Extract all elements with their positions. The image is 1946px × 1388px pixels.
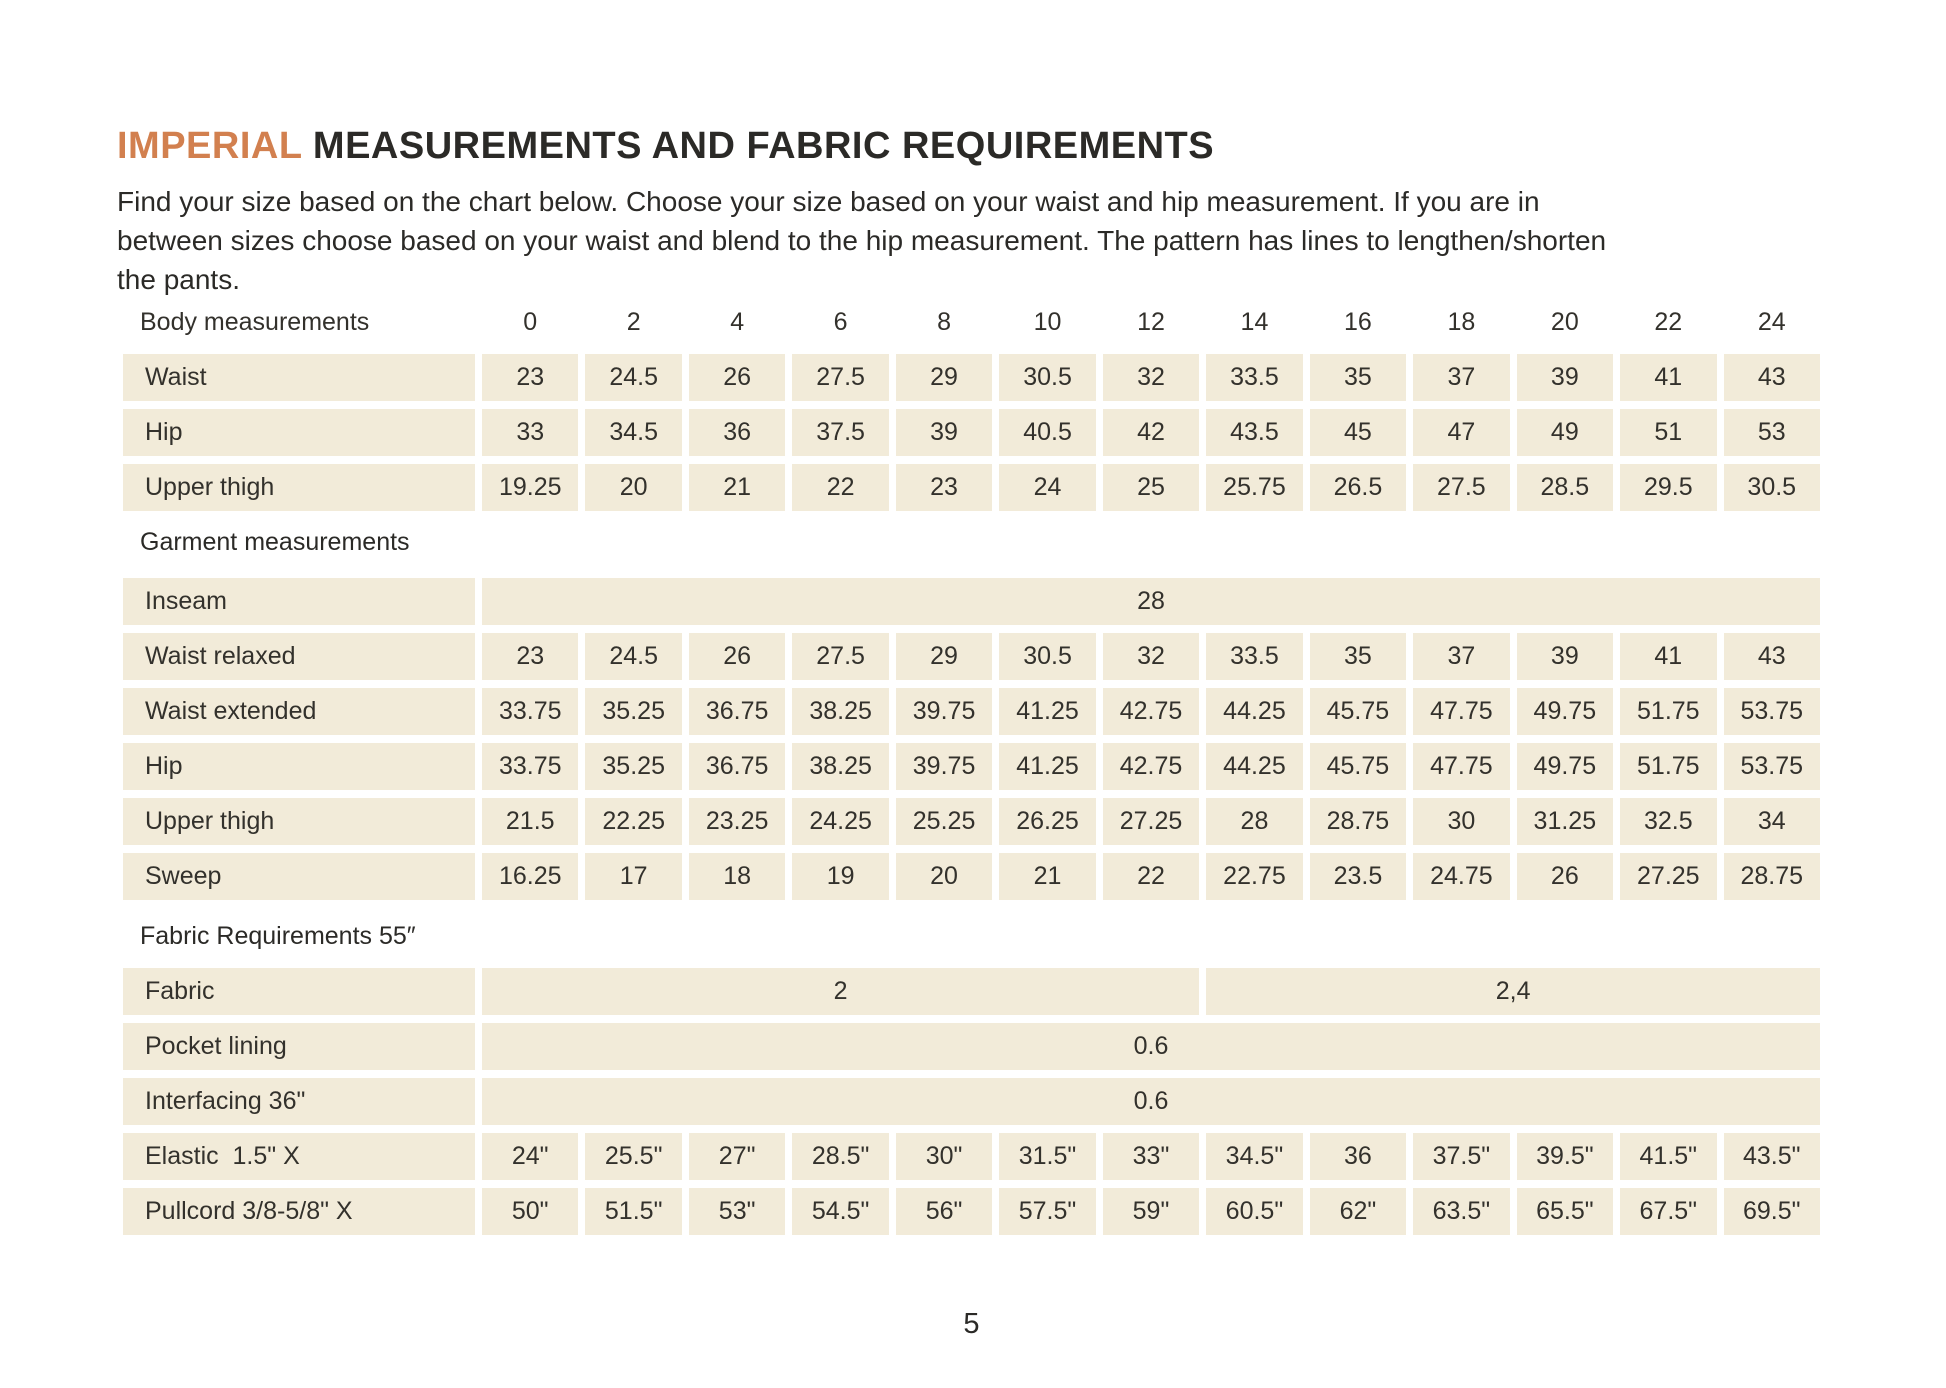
page-number: 5: [963, 1308, 980, 1340]
value-cell: 20: [896, 853, 992, 900]
value-cell: 32: [1103, 633, 1199, 680]
merged-value-cell: 28: [482, 578, 1820, 625]
size-column-header: 20: [1550, 307, 1579, 336]
value-cell: 41.25: [999, 743, 1095, 790]
size-column-header: 8: [937, 307, 952, 336]
value-cell: 28.75: [1724, 853, 1820, 900]
value-cell: 25.5": [585, 1133, 681, 1180]
value-cell: 21.5: [482, 798, 578, 845]
value-cell: 22: [792, 464, 888, 511]
value-cell: 39.5": [1517, 1133, 1613, 1180]
value-cell: 22: [1103, 853, 1199, 900]
size-column-header: 24: [1757, 307, 1786, 336]
value-cell: 33.75: [482, 743, 578, 790]
size-column-header: 6: [833, 307, 848, 336]
value-cell: 57.5": [999, 1188, 1095, 1235]
value-cell: 53.75: [1724, 743, 1820, 790]
value-cell: 25.75: [1206, 464, 1302, 511]
value-cell: 42.75: [1103, 743, 1199, 790]
value-cell: 24": [482, 1133, 578, 1180]
size-column-header: 4: [730, 307, 745, 336]
merged-value-cell: 2: [482, 968, 1199, 1015]
value-cell: 37: [1413, 354, 1509, 401]
value-cell: 45.75: [1310, 743, 1406, 790]
page-title-rest: MEASUREMENTS AND FABRIC REQUIREMENTS: [301, 125, 1215, 167]
value-cell: 41: [1620, 633, 1716, 680]
row-label: Upper thigh: [123, 798, 475, 845]
value-cell: 28: [1206, 798, 1302, 845]
value-cell: 35.25: [585, 743, 681, 790]
value-cell: 29: [896, 633, 992, 680]
value-cell: 34.5": [1206, 1133, 1302, 1180]
value-cell: 23: [482, 354, 578, 401]
page-title-highlight: IMPERIAL: [117, 125, 302, 167]
value-cell: 18: [689, 853, 785, 900]
value-cell: 29.5: [1620, 464, 1716, 511]
size-column-header: 12: [1137, 307, 1165, 336]
page-title: [117, 126, 1847, 168]
value-cell: 33.75: [482, 688, 578, 735]
value-cell: 43: [1724, 354, 1820, 401]
value-cell: 30.5: [1724, 464, 1820, 511]
value-cell: 16.25: [482, 853, 578, 900]
body-measurements-table: [123, 354, 1820, 511]
value-cell: 44.25: [1206, 743, 1302, 790]
value-cell: 39: [896, 409, 992, 456]
value-cell: 35: [1310, 633, 1406, 680]
value-cell: 22.75: [1206, 853, 1302, 900]
value-cell: 17: [585, 853, 681, 900]
fabric-requirements-header: Fabric Requirements 55″: [140, 922, 416, 950]
value-cell: 23.25: [689, 798, 785, 845]
value-cell: 19.25: [482, 464, 578, 511]
value-cell: 26: [1517, 853, 1613, 900]
value-cell: 32: [1103, 354, 1199, 401]
value-cell: 25.25: [896, 798, 992, 845]
body-measurements-header: Body measurements: [140, 307, 370, 336]
size-column-header: 2: [626, 307, 641, 336]
value-cell: 31.5": [999, 1133, 1095, 1180]
garment-measurements-table: [123, 578, 1820, 900]
value-cell: 44.25: [1206, 688, 1302, 735]
value-cell: 69.5": [1724, 1188, 1820, 1235]
value-cell: 34.5: [585, 409, 681, 456]
value-cell: 27.5: [792, 354, 888, 401]
intro-paragraph: [117, 182, 1847, 299]
value-cell: 41: [1620, 354, 1716, 401]
value-cell: 65.5": [1517, 1188, 1613, 1235]
value-cell: 67.5": [1620, 1188, 1716, 1235]
value-cell: 62": [1310, 1188, 1406, 1235]
value-cell: 39.75: [896, 743, 992, 790]
merged-value-cell: 0.6: [482, 1078, 1820, 1125]
value-cell: 30": [896, 1133, 992, 1180]
value-cell: 19: [792, 853, 888, 900]
value-cell: 63.5": [1413, 1188, 1509, 1235]
merged-value-cell: 0.6: [482, 1023, 1820, 1070]
value-cell: 41.25: [999, 688, 1095, 735]
value-cell: 28.5: [1517, 464, 1613, 511]
row-label: Hip: [123, 409, 475, 456]
value-cell: 40.5: [999, 409, 1095, 456]
value-cell: 34: [1724, 798, 1820, 845]
value-cell: 39.75: [896, 688, 992, 735]
value-cell: 49.75: [1517, 743, 1613, 790]
value-cell: 51.75: [1620, 743, 1716, 790]
row-label: Waist relaxed: [123, 633, 475, 680]
value-cell: 21: [689, 464, 785, 511]
value-cell: 43: [1724, 633, 1820, 680]
value-cell: 53.75: [1724, 688, 1820, 735]
value-cell: 33.5: [1206, 633, 1302, 680]
size-column-header: 10: [1033, 307, 1062, 336]
value-cell: 37.5": [1413, 1133, 1509, 1180]
row-label: Pullcord 3/8-5/8" X: [123, 1188, 475, 1235]
value-cell: 56": [896, 1188, 992, 1235]
value-cell: 29: [896, 354, 992, 401]
size-header-row: [123, 300, 1820, 344]
row-label: Fabric: [123, 968, 475, 1015]
value-cell: 24.5: [585, 633, 681, 680]
value-cell: 22.25: [585, 798, 681, 845]
size-column-header: 22: [1654, 307, 1683, 336]
value-cell: 37.5: [792, 409, 888, 456]
row-label: Sweep: [123, 853, 475, 900]
merged-value-cell: 2,4: [1206, 968, 1820, 1015]
value-cell: 35: [1310, 354, 1406, 401]
value-cell: 36: [1310, 1133, 1406, 1180]
value-cell: 59": [1103, 1188, 1199, 1235]
value-cell: 23: [896, 464, 992, 511]
value-cell: 20: [585, 464, 681, 511]
value-cell: 36: [689, 409, 785, 456]
value-cell: 47: [1413, 409, 1509, 456]
size-column-header: 14: [1240, 307, 1269, 336]
value-cell: 43.5": [1724, 1133, 1820, 1180]
value-cell: 43.5: [1206, 409, 1302, 456]
value-cell: 27.5: [1413, 464, 1509, 511]
value-cell: 37: [1413, 633, 1509, 680]
value-cell: 33.5: [1206, 354, 1302, 401]
value-cell: 21: [999, 853, 1095, 900]
value-cell: 38.25: [792, 688, 888, 735]
value-cell: 30.5: [999, 633, 1095, 680]
value-cell: 24: [999, 464, 1095, 511]
value-cell: 50": [482, 1188, 578, 1235]
value-cell: 33: [482, 409, 578, 456]
value-cell: 51.75: [1620, 688, 1716, 735]
row-label: Pocket lining: [123, 1023, 475, 1070]
value-cell: 31.25: [1517, 798, 1613, 845]
value-cell: 42.75: [1103, 688, 1199, 735]
row-label: Upper thigh: [123, 464, 475, 511]
value-cell: 27.25: [1620, 853, 1716, 900]
value-cell: 35.25: [585, 688, 681, 735]
value-cell: 28.75: [1310, 798, 1406, 845]
value-cell: 32.5: [1620, 798, 1716, 845]
value-cell: 53: [1724, 409, 1820, 456]
value-cell: 42: [1103, 409, 1199, 456]
value-cell: 24.25: [792, 798, 888, 845]
row-label: Elastic 1.5" X: [123, 1133, 475, 1180]
value-cell: 26: [689, 354, 785, 401]
size-column-header: 16: [1344, 307, 1372, 336]
value-cell: 28.5": [792, 1133, 888, 1180]
document-header: [117, 126, 1847, 299]
value-cell: 39: [1517, 633, 1613, 680]
row-label: Inseam: [123, 578, 475, 625]
value-cell: 45: [1310, 409, 1406, 456]
value-cell: 23.5: [1310, 853, 1406, 900]
value-cell: 51.5": [585, 1188, 681, 1235]
garment-measurements-header: Garment measurements: [140, 528, 410, 556]
value-cell: 24.75: [1413, 853, 1509, 900]
value-cell: 26.5: [1310, 464, 1406, 511]
value-cell: 53": [689, 1188, 785, 1235]
value-cell: 47.75: [1413, 743, 1509, 790]
value-cell: 47.75: [1413, 688, 1509, 735]
value-cell: 45.75: [1310, 688, 1406, 735]
fabric-requirements-table: [123, 968, 1820, 1235]
row-label: Waist: [123, 354, 475, 401]
value-cell: 54.5": [792, 1188, 888, 1235]
value-cell: 27": [689, 1133, 785, 1180]
intro-line: Find your size based on the chart below. Choose your size based on your waist and hip measurement. If you are in: [117, 185, 1540, 217]
value-cell: 33": [1103, 1133, 1199, 1180]
row-label: Hip: [123, 743, 475, 790]
row-label: Interfacing 36": [123, 1078, 475, 1125]
value-cell: 39: [1517, 354, 1613, 401]
size-column-header: 0: [523, 307, 538, 336]
value-cell: 36.75: [689, 688, 785, 735]
value-cell: 24.5: [585, 354, 681, 401]
value-cell: 25: [1103, 464, 1199, 511]
value-cell: 30.5: [999, 354, 1095, 401]
value-cell: 30: [1413, 798, 1509, 845]
value-cell: 49: [1517, 409, 1613, 456]
value-cell: 26: [689, 633, 785, 680]
value-cell: 51: [1620, 409, 1716, 456]
row-label: Waist extended: [123, 688, 475, 735]
size-column-header: 18: [1447, 307, 1476, 336]
intro-line: the pants.: [117, 263, 240, 295]
value-cell: 27.5: [792, 633, 888, 680]
value-cell: 41.5": [1620, 1133, 1716, 1180]
value-cell: 60.5": [1206, 1188, 1302, 1235]
value-cell: 27.25: [1103, 798, 1199, 845]
value-cell: 36.75: [689, 743, 785, 790]
value-cell: 38.25: [792, 743, 888, 790]
value-cell: 26.25: [999, 798, 1095, 845]
intro-line: between sizes choose based on your waist and blend to the hip measurement. The pattern has lines to lengthen/shorten: [117, 224, 1607, 256]
value-cell: 49.75: [1517, 688, 1613, 735]
value-cell: 23: [482, 633, 578, 680]
